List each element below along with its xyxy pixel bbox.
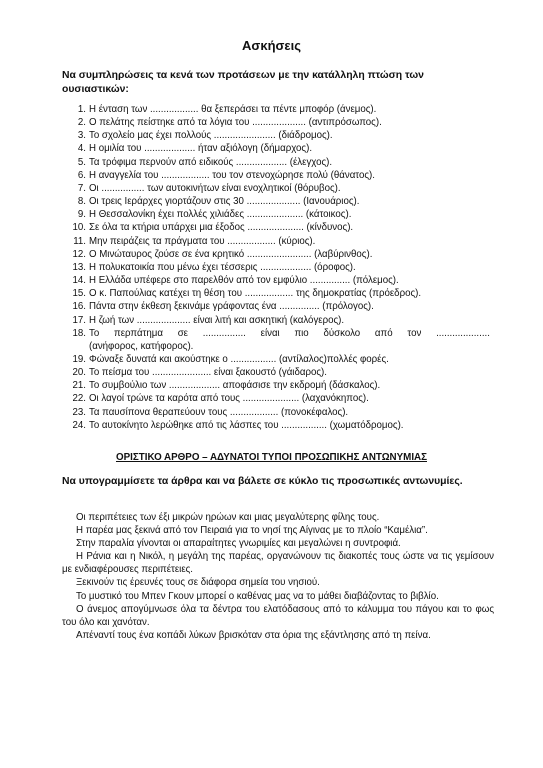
exercise-list [70,103,490,432]
exercise-text-continuation: (ανήφορος, κατήφορος). [89,340,194,352]
exercise-item [70,379,490,392]
exercise-text: Το σχολείο μας έχει πολλούς ....................... (διάδρομος). [89,130,333,142]
exercise-item [70,392,490,405]
exercise-item [70,406,490,419]
exercise-text: Η Ελλάδα υπέφερε στο παρελθόν από τον εμφύλιο ............... (πόλεμος). [89,275,399,287]
section-title: ΟΡΙΣΤΙΚΟ ΑΡΘΡΟ – ΑΔΥΝΑΤΟΙ ΤΥΠΟΙ ΠΡΟΣΩΠΙΚΗΣ ΑΝΤΩΝΥΜΙΑΣ [115,452,427,463]
exercise-text: Η ομιλία του ................... ήταν αξιόλογη (δήμαρχος). [89,143,313,155]
exercise-item [70,353,490,366]
exercise-word: από [374,327,393,339]
exercise-text-line [89,327,490,340]
exercise-text: Η αναγγελία του .................. του τον στενοχώρησε πολύ (θάνατος). [89,169,375,181]
exercise-text: Το αυτοκίνητο λερώθηκε από τις λάσπες του ................. (χωματόδρομος). [89,419,404,431]
exercise-text: Τα παυσίπονα θεραπεύουν τους .................. (πονοκέφαλος). [89,406,349,418]
exercise-text: Το πείσμα του ...................... είναι ξακουστό (γάιδαρος). [89,367,327,379]
exercise-word: δύσκολο [323,327,361,339]
exercise-item [70,287,490,300]
exercise-sentence: Το μυστικό του Μπεν Γκουν μπορεί ο καθένας μας να το μάθει διαβάζοντας το βιβλίο. [76,590,439,602]
exercise-text: Ο κ. Παπούλιας κατέχει τη θέση του .................. της δημοκρατίας (πρόεδρος). [89,288,422,300]
exercise-word: τον [407,327,422,339]
exercise-item [70,261,490,274]
exercise-word: ................ [202,327,246,339]
exercise-item [70,274,490,287]
exercise-number: 17. [72,314,86,326]
exercise-number: 7. [77,182,86,194]
exercise-number: 13. [72,261,86,273]
exercise-item [70,221,490,234]
exercise-sentence: Η παρέα μας ξεκινά από τον Πειραιά για το νησί της Αίγινας με το πλοίο “Καμέλια”. [76,525,428,537]
exercise-item [70,182,490,195]
instruction-fill-blanks: Να συμπληρώσεις τα κενά των προτάσεων με την κατάλληλη πτώση των ουσιαστικών: [62,70,424,95]
exercise-number: 18. [72,327,86,339]
exercise-item [70,248,490,261]
exercise-number: 20. [72,367,86,379]
page-title: Ασκήσεις [242,38,301,53]
exercise-number: 22. [72,393,86,405]
exercise-number: 11. [73,235,86,247]
exercise-word: είναι [260,327,280,339]
exercise-word: σε [177,327,189,339]
exercise-text: Η πολυκατοικία που μένω έχει τέσσερις ................... (όροφος). [89,261,356,273]
exercise-text: Πάντα στην έκθεση ξεκινάμε γράφοντας ένα ............... (πρόλογος). [89,301,374,313]
exercise-item [70,116,490,129]
exercise-number: 16. [72,301,86,313]
exercise-number: 2. [77,117,86,129]
exercise-word: Το [89,327,100,339]
exercise-item [70,142,490,155]
exercise-text: Η Θεσσαλονίκη έχει πολλές χιλιάδες ..................... (κάτοικος). [89,209,352,221]
exercise-sentence: Ξεκινούν τις έρευνές τους σε διάφορα σημεία του νησιού. [76,577,320,589]
exercise-number: 23. [72,406,86,418]
exercise-item [70,366,490,379]
exercise-number: 3. [77,130,86,142]
exercise-number: 14. [72,275,86,287]
exercise-text: Ο Μινώταυρος ζούσε σε ένα κρητικό ........................ (λαβύρινθος). [89,248,373,260]
exercise-item [70,235,490,248]
exercise-text: Το συμβούλιο των ................... αποφάσισε την εκδρομή (δάσκαλος). [89,380,381,392]
exercise-text: Οι λαγοί τρώνε τα καρότα από τους ..................... (λαχανόκηπος). [89,393,369,405]
exercise-item [70,208,490,221]
exercise-sentence: Απέναντί τους ένα κοπάδι λύκων βρισκόταν στα όρια της εξάντλησης από τη πείνα. [76,629,431,641]
exercise-text: Οι ................ των αυτοκινήτων είναι ενοχλητικοί (θόρυβος). [89,182,341,194]
exercise-item [70,129,490,142]
exercise-item [70,169,490,182]
exercise-text: Η ζωή των .................... είναι λιτή και ασκητική (καλόγερος). [89,314,345,326]
exercise-item [70,103,490,116]
exercise-sentence: Στην παραλία γίνονται οι απαραίτητες γνωριμίες και μεγαλώνει η συντροφιά. [76,538,401,550]
exercise-number: 19. [72,353,86,365]
exercise-text: Η ένταση των .................. θα ξεπεράσει τα πέντε μποφόρ (άνεμος). [89,104,377,115]
exercise-text: Οι τρεις Ιεράρχες γιορτάζουν στις 30 .................... (Ιανουάριος). [89,196,360,208]
exercise-word: .................... [436,327,490,339]
exercise-number: 24. [72,419,86,431]
exercise-number: 1. [77,104,86,115]
exercise-number: 12. [72,248,86,260]
exercise-text: Τα τρόφιμα περνούν από ειδικούς ................... (έλεγχος). [89,156,333,168]
exercise-number: 5. [77,156,86,168]
exercise-text: Φώναξε δυνατά και ακούστηκε ο ................. (αντίλαλος)πολλές φορές. [89,353,389,365]
exercise-text: Ο πελάτης πείστηκε από τα λόγια του .................... (αντιπρόσωπος). [89,117,382,129]
exercise-sentence: Η Ράνια και η Νικόλ, η μεγάλη της παρέας, οργανώνουν τις διακοπές τους ώστε να τις γεμίσουν με ενδιαφέρουσες περιπέτειες. [62,551,494,576]
exercise-number: 8. [77,196,86,208]
exercise-text: Μην πειράζεις τα πράγματα του .................. (κύριος). [89,235,316,247]
exercise-number: 21. [72,380,86,392]
instruction-underline: Να υπογραμμίσετε τα άρθρα και να βάλετε σε κύκλο τις προσωπικές αντωνυμίες. [62,476,463,487]
exercise-text: Σε όλα τα κτήρια υπάρχει μια έξοδος ..................... (κίνδυνος). [89,222,354,234]
exercise-number: 6. [77,169,86,181]
exercise-word: πιο [294,327,309,339]
exercise-number: 4. [77,143,86,155]
exercise-item [70,300,490,313]
exercise-sentence: Οι περιπέτειες των έξι μικρών ηρώων και μιας μεγαλύτερης φίλης τους. [76,512,380,523]
exercise-number: 10. [72,222,86,234]
exercise-number: 9. [77,209,86,221]
exercise-sentence: Ο άνεμος απογύμνωσε όλα τα δέντρα του ελατόδασους από το κάλυμμα του πάγου και το φως του όλο και χανόταν. [62,603,494,628]
exercise-item [70,195,490,208]
exercise-number: 15. [72,288,86,300]
exercise-item [70,156,490,169]
exercise-item [70,419,490,432]
exercise-item [70,327,490,353]
exercise-item [70,314,490,327]
exercise-word: περπάτημα [114,327,163,339]
paragraph-block [62,511,494,642]
